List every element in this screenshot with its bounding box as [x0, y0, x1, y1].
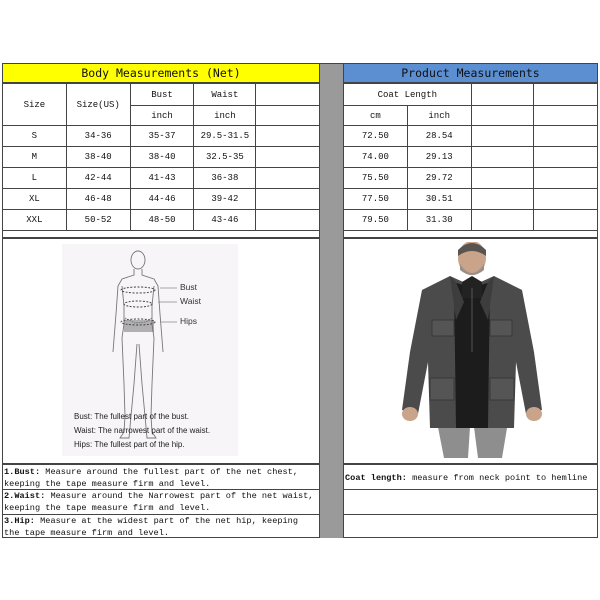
table-row: [344, 126, 598, 147]
note-row-divider: [2, 514, 320, 515]
bust-cell: 41-43: [130, 168, 194, 189]
bust-cell: 44-46: [130, 189, 194, 210]
figure-def-waist-text: The narrowest part of the waist.: [98, 426, 211, 435]
empty-cell: [534, 168, 598, 189]
note-hip-key: 3.Hip:: [4, 516, 35, 526]
cm-cell: 77.50: [344, 189, 408, 210]
body-measurements-header: [2, 63, 320, 83]
note-row-divider: [343, 514, 598, 515]
table-row: [3, 147, 320, 168]
product-measurements-header: [343, 63, 598, 83]
figure-def-bust-text: The fullest part of the bust.: [94, 412, 190, 421]
figure-def-bust: [74, 412, 189, 421]
inch-cell: 28.54: [407, 126, 471, 147]
body-outline-icon: [62, 244, 238, 456]
note-bust-key: 1.Bust:: [4, 467, 41, 477]
note-coat-length: [345, 473, 595, 485]
size-cell: L: [3, 168, 67, 189]
empty-unit-cell: [471, 106, 534, 126]
figure-def-hips-key: Hips:: [74, 440, 93, 449]
waist-cell: 39-42: [194, 189, 256, 210]
table-row: [344, 168, 598, 189]
body-measurements-title: Body Measurements (Net): [81, 66, 241, 80]
size-cell: XL: [3, 189, 67, 210]
cm-cell: 79.50: [344, 210, 408, 231]
cm-unit: cm: [344, 106, 408, 126]
empty-unit-cell: [534, 106, 598, 126]
empty-cell: [471, 126, 534, 147]
inch-cell: 29.72: [407, 168, 471, 189]
note-hip: [4, 516, 318, 539]
bust-unit: inch: [130, 106, 194, 126]
waist-cell: 29.5-31.5: [194, 126, 256, 147]
figure-def-bust-key: Bust:: [74, 412, 93, 421]
empty-unit-cell: [256, 106, 320, 126]
col-size-us-header: Size(US): [66, 84, 130, 126]
note-coat-text: measure from neck point to hemline: [412, 473, 588, 483]
size-us-cell: 38-40: [66, 147, 130, 168]
inch-cell: 30.51: [407, 189, 471, 210]
cm-cell: 75.50: [344, 168, 408, 189]
product-measurements-title: Product Measurements: [401, 66, 540, 80]
empty-cell: [534, 126, 598, 147]
size-us-cell: 46-48: [66, 189, 130, 210]
body-figure-panel: [62, 244, 238, 456]
size-cell: M: [3, 147, 67, 168]
empty-cell: [534, 189, 598, 210]
figure-def-hips-text: The fullest part of the hip.: [94, 440, 185, 449]
jacket-model-image: [392, 242, 552, 458]
empty-cell: [256, 126, 320, 147]
table-row: [344, 210, 598, 231]
figure-def-hips: [74, 440, 185, 449]
notes-divider: [320, 464, 343, 538]
waist-cell: 36-38: [194, 168, 256, 189]
figure-label-waist: Waist: [180, 296, 201, 306]
bust-cell: 48-50: [130, 210, 194, 231]
empty-cell: [471, 210, 534, 231]
inch-unit: inch: [407, 106, 471, 126]
center-divider: [320, 63, 343, 473]
waist-cell: 32.5-35: [194, 147, 256, 168]
waist-cell: 43-46: [194, 210, 256, 231]
waist-unit: inch: [194, 106, 256, 126]
empty-header-cell: [256, 84, 320, 106]
empty-cell: [256, 147, 320, 168]
note-bust: [4, 467, 318, 490]
cm-cell: 72.50: [344, 126, 408, 147]
empty-cell: [256, 189, 320, 210]
figure-label-bust: Bust: [180, 282, 198, 292]
col-bust-header: Bust: [130, 84, 194, 106]
inch-cell: 31.30: [407, 210, 471, 231]
size-us-cell: 50-52: [66, 210, 130, 231]
table-row: [3, 168, 320, 189]
figure-def-waist-key: Waist:: [74, 426, 96, 435]
note-row-divider: [2, 489, 320, 490]
table-row: [3, 126, 320, 147]
table-row: [344, 147, 598, 168]
col-waist-header: Waist: [194, 84, 256, 106]
size-cell: XXL: [3, 210, 67, 231]
cm-cell: 74.00: [344, 147, 408, 168]
size-cell: S: [3, 126, 67, 147]
size-us-cell: 34-36: [66, 126, 130, 147]
empty-cell: [534, 147, 598, 168]
figure-def-waist: [74, 426, 210, 435]
empty-cell: [256, 210, 320, 231]
note-row-divider: [343, 489, 598, 490]
product-measurements-table: [343, 83, 598, 239]
empty-cell: [256, 168, 320, 189]
table-row: [3, 210, 320, 231]
note-hip-text: Measure at the widest part of the net hip, keeping the tape measure firm and level.: [4, 516, 298, 538]
inch-cell: 29.13: [407, 147, 471, 168]
note-coat-key: Coat length:: [345, 473, 407, 483]
col-coat-length-header: Coat Length: [344, 84, 472, 106]
empty-cell: [471, 168, 534, 189]
note-waist: [4, 491, 318, 514]
note-waist-key: 2.Waist:: [4, 491, 46, 501]
empty-cell: [471, 147, 534, 168]
figure-label-hips: Hips: [180, 316, 198, 326]
empty-cell: [534, 210, 598, 231]
body-measurements-table: [2, 83, 320, 239]
note-bust-text: Measure around the fullest part of the net chest, keeping the tape measure firm and level.: [4, 467, 298, 489]
empty-cell: [471, 189, 534, 210]
bust-cell: 38-40: [130, 147, 194, 168]
col-size-header: Size: [3, 84, 67, 126]
table-row: [3, 189, 320, 210]
note-waist-text: Measure around the Narrowest part of the net waist, keeping the tape measure firm and level.: [4, 491, 314, 513]
table-row: [344, 189, 598, 210]
size-us-cell: 42-44: [66, 168, 130, 189]
bust-cell: 35-37: [130, 126, 194, 147]
empty-header-cell: [534, 84, 598, 106]
empty-header-cell: [471, 84, 534, 106]
